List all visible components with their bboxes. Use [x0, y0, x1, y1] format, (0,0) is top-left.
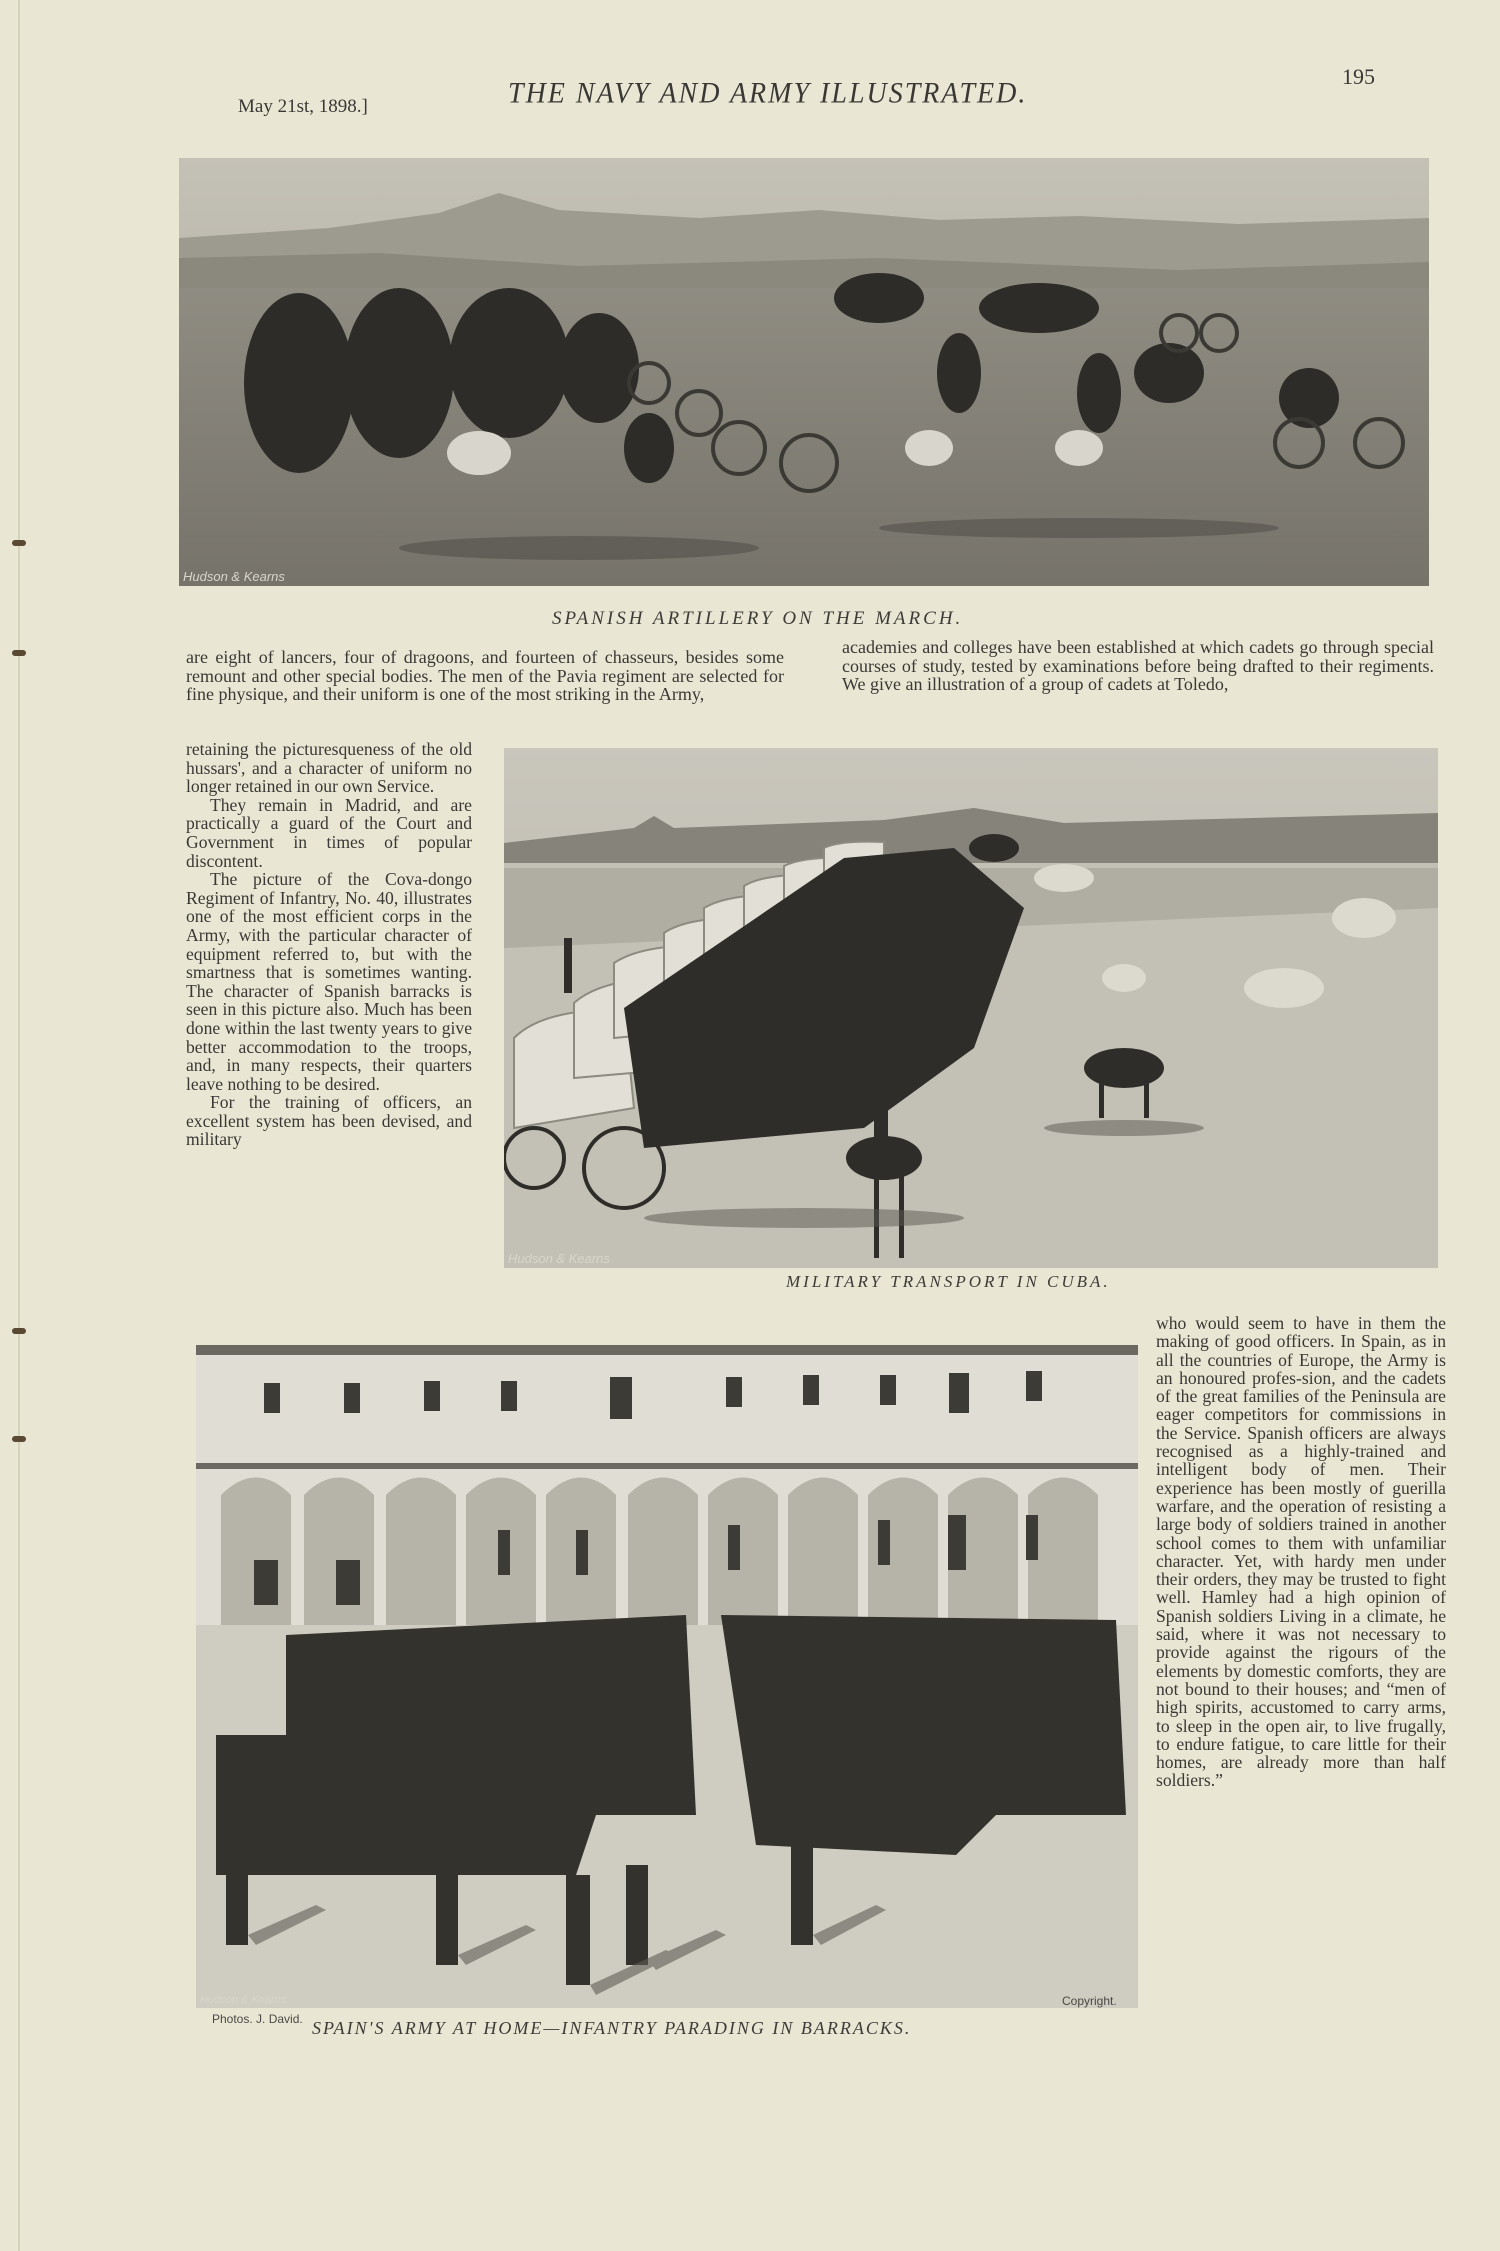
- paragraph: are eight of lancers, four of dragoons, and fourteen of chasseurs, besides some remount and other special bodies. The men of the Pavia regiment are selected for fine physique, and their uniform is one of the most striking in the Army,: [186, 647, 784, 705]
- paragraph: For the training of officers, an excellent system has been devised, and military: [186, 1092, 472, 1150]
- page-gutter: [18, 0, 20, 2251]
- article-text-top-left: [186, 648, 784, 704]
- article-text-top-right: [842, 638, 1434, 694]
- publication-title: THE NAVY AND ARMY ILLUSTRATED.: [508, 77, 1028, 110]
- photo-credit: Hudson & Kearns: [508, 1251, 610, 1266]
- transport-caption: MILITARY TRANSPORT IN CUBA.: [786, 1272, 1111, 1291]
- artillery-photo-image: [179, 158, 1429, 586]
- paragraph: who would seem to have in them the making of good officers. In Spain, as in all the countries of Europe, the Army is an honoured profes-sion, and the cadets of the great families of the Peninsula are eager competitors for commissions in the Service. Spanish officers are always recognised as a highly-trained and intelligent body of men. Their experience has been mostly of guerilla warfare, and the operation of resisting a large body of soldiers trained in another school comes to them with unfamiliar character. Yet, with hardy men under their orders, they may be trusted to fight well. Hamley had a high opinion of Spanish soldiers Living in a climate, he said, where it was not necessary to provide against the rigours of the elements by domestic comforts, they are not bound to their houses; and “men of high spirits, accustomed to carry arms, to sleep in the open air, to live frugally, to endure fatigue, to care little for their homes, are already more than half soldiers.”: [1156, 1313, 1446, 1791]
- binding-stitch: [12, 1436, 26, 1442]
- transport-photo-image: [504, 748, 1438, 1268]
- paragraph: academies and colleges have been established at which cadets go through special courses of study, tested by examinations before being drafted to their regiments. We give an illustration of a group of cadets at Toledo,: [842, 637, 1434, 695]
- copyright-notice: Copyright.: [1062, 1994, 1117, 2008]
- photo-credit: Hudson & Kearns: [200, 1994, 287, 2006]
- page-number: 195: [1342, 64, 1375, 89]
- infantry-photo-image: [196, 1345, 1138, 2008]
- paragraph: They remain in Madrid, and are practically a guard of the Court and Government in times of popular discontent.: [186, 794, 472, 871]
- photographer-credit: Photos. J. David.: [212, 2012, 303, 2026]
- binding-stitch: [12, 540, 26, 546]
- article-text-left-column: [186, 740, 472, 1149]
- transport-photo: [504, 748, 1438, 1268]
- artillery-photo: [179, 158, 1429, 586]
- binding-stitch: [12, 650, 26, 656]
- photo-credit: Hudson & Kearns: [183, 569, 285, 584]
- issue-date: May 21st, 1898.]: [238, 96, 368, 117]
- article-text-right-column: [1156, 1314, 1446, 1790]
- paragraph: The picture of the Cova-dongo Regiment of Infantry, No. 40, illustrates one of the most efficient corps in the Army, with the particular character of equipment referred to, but with the smartness that is sometimes wanting. The character of Spanish barracks is seen in this picture also. Much has been done within the last twenty years to give better accommodation to the troops, and, in many respects, their quarters leave nothing to be desired.: [186, 869, 472, 1094]
- binding-stitch: [12, 1328, 26, 1334]
- artillery-caption: SPANISH ARTILLERY ON THE MARCH.: [552, 608, 964, 629]
- infantry-photo: [196, 1345, 1138, 2008]
- paragraph: retaining the picturesqueness of the old hussars', and a character of uniform no longer retained in our own Service.: [186, 739, 472, 797]
- infantry-caption: SPAIN'S ARMY AT HOME—INFANTRY PARADING IN BARRACKS.: [312, 2018, 912, 2038]
